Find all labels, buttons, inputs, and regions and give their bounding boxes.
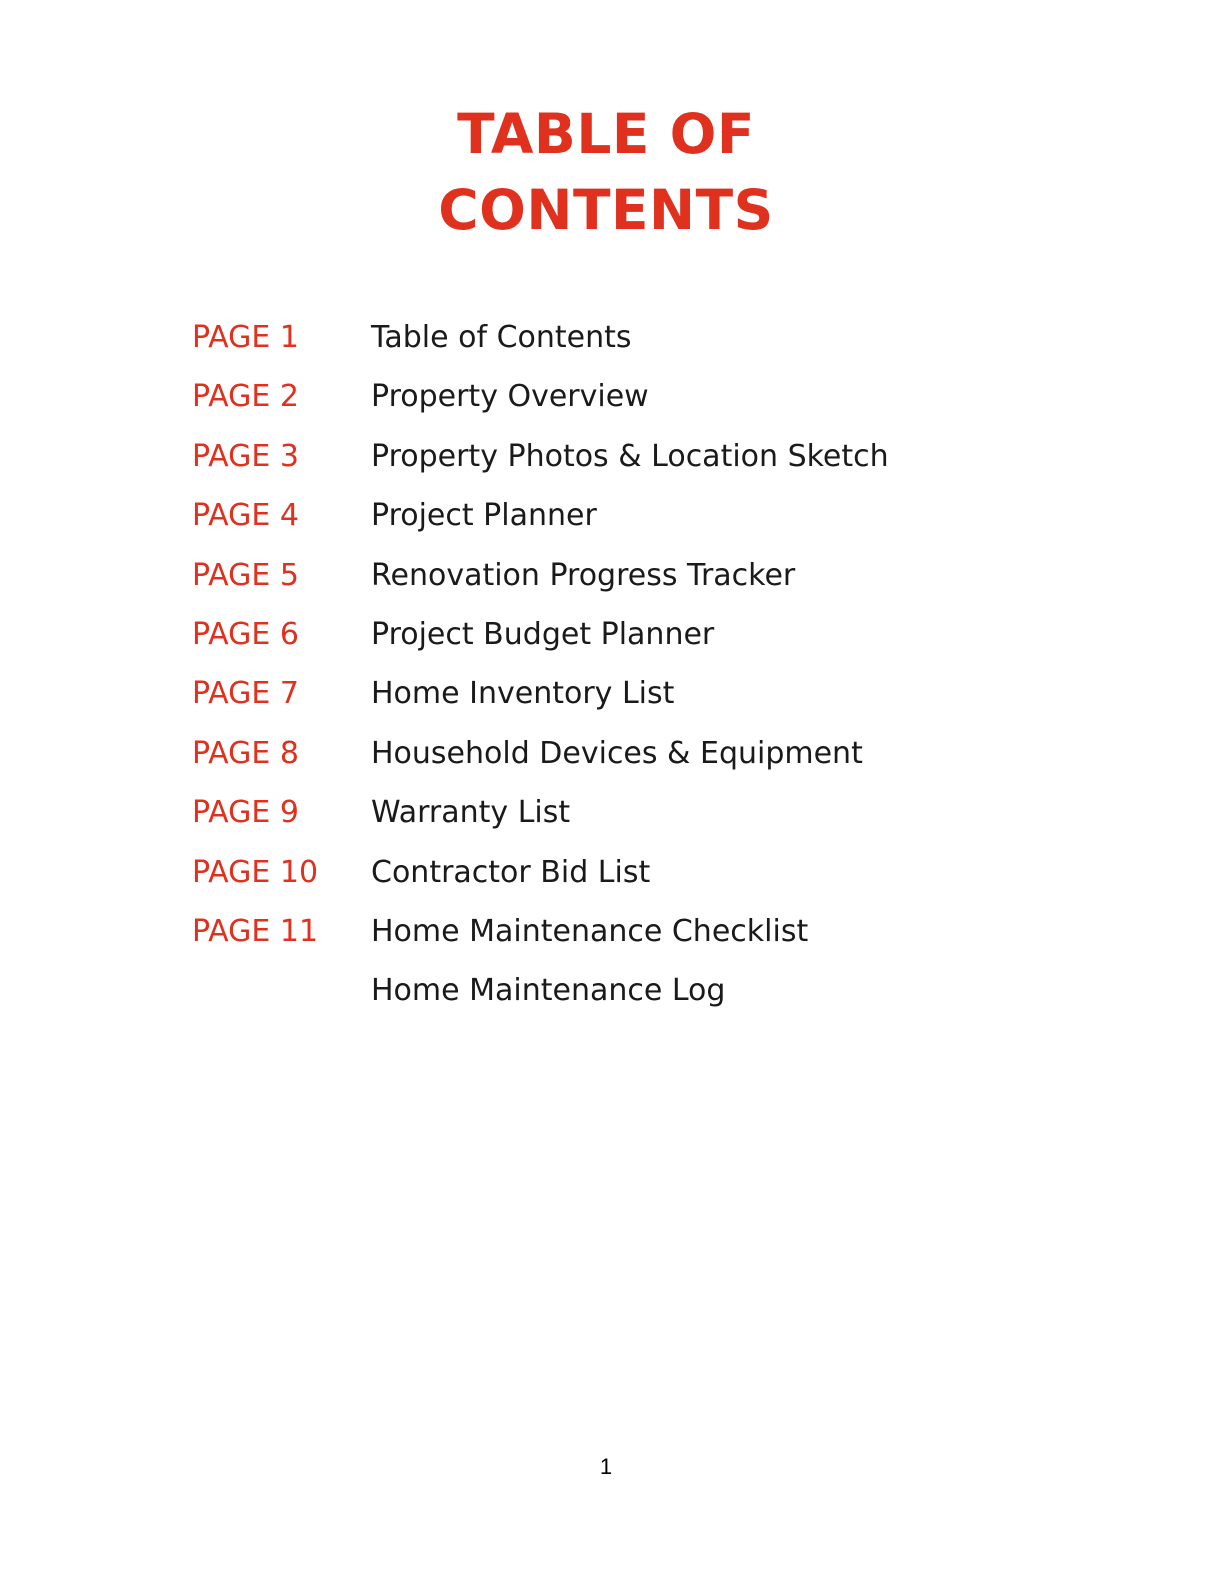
toc-entry xyxy=(192,664,1092,723)
toc-entry-title: Renovation Progress Tracker xyxy=(371,557,796,593)
toc-entry-title: Home Maintenance Checklist xyxy=(371,913,809,949)
toc-entry xyxy=(192,843,1092,902)
toc-entry-title: Contractor Bid List xyxy=(371,854,651,890)
table-of-contents xyxy=(192,308,1092,1021)
toc-page-label: PAGE 11 xyxy=(192,913,319,949)
page-title xyxy=(0,96,1212,248)
toc-entry-title: Warranty List xyxy=(371,795,571,831)
toc-page-label: PAGE 5 xyxy=(192,557,299,593)
toc-entry xyxy=(192,724,1092,783)
toc-entry-title: Home Inventory List xyxy=(371,676,675,712)
toc-page-label: PAGE 10 xyxy=(192,854,319,890)
toc-page-label: PAGE 8 xyxy=(192,735,299,771)
toc-page-label: PAGE 4 xyxy=(192,498,299,534)
toc-entry xyxy=(192,427,1092,486)
title-line-1: TABLE OF xyxy=(457,102,755,166)
toc-entry-title: Property Overview xyxy=(371,379,649,415)
toc-entry xyxy=(192,486,1092,545)
toc-entry xyxy=(192,367,1092,426)
toc-page-label: PAGE 2 xyxy=(192,379,299,415)
toc-entry xyxy=(192,961,1092,1020)
toc-entry xyxy=(192,308,1092,367)
toc-entry-title: Project Planner xyxy=(371,498,597,534)
toc-page-label: PAGE 1 xyxy=(192,320,299,355)
toc-entry-title: Household Devices & Equipment xyxy=(371,735,863,771)
toc-entry-title: Project Budget Planner xyxy=(371,616,715,652)
toc-page-label: PAGE 3 xyxy=(192,438,299,474)
toc-entry-title: Property Photos & Location Sketch xyxy=(371,438,889,474)
toc-page-label: PAGE 6 xyxy=(192,616,299,652)
toc-entry xyxy=(192,605,1092,664)
title-line-2: CONTENTS xyxy=(438,178,774,242)
toc-page-label: PAGE 7 xyxy=(192,676,299,712)
toc-page-label: PAGE 9 xyxy=(192,795,299,831)
page-number: 1 xyxy=(599,1454,613,1479)
toc-entry-title: Table of Contents xyxy=(371,320,632,355)
toc-entry xyxy=(192,902,1092,961)
toc-entry xyxy=(192,783,1092,842)
toc-entry-title: Home Maintenance Log xyxy=(371,973,726,1009)
toc-entry xyxy=(192,546,1092,605)
